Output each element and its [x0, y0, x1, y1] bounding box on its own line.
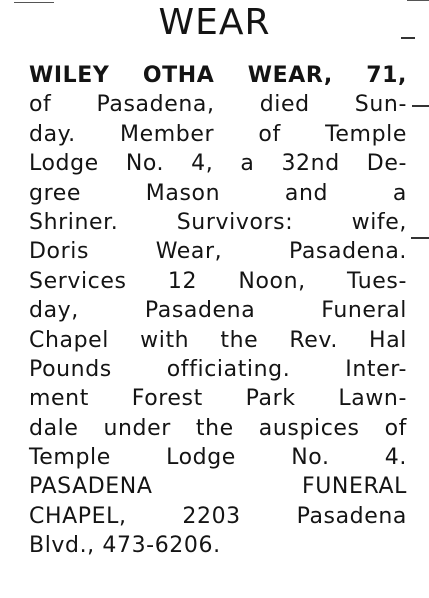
- margin-tick-mark: [401, 37, 415, 39]
- obituary-heading: WEAR: [158, 2, 271, 43]
- obituary-line: gree Mason and a: [29, 180, 407, 206]
- obituary-lead-name: WILEY OTHA WEAR, 71,: [29, 63, 407, 88]
- obituary-body: [29, 61, 407, 561]
- obituary-line: PASADENA FUNERAL: [29, 474, 407, 500]
- obituary-line: CHAPEL, 2203 Pasadena: [29, 503, 407, 529]
- obituary-line: ment Forest Park Lawn-: [29, 386, 407, 412]
- margin-tick-mark: [412, 105, 429, 107]
- obituary-line: Services 12 Noon, Tues-: [29, 268, 407, 294]
- obituary-line: Lodge No. 4, a 32nd De-: [29, 151, 407, 177]
- top-rule-right: [407, 0, 429, 1]
- obituary-line: Doris Wear, Pasadena.: [29, 239, 407, 265]
- obituary-line: of Pasadena, died Sun-: [29, 92, 407, 118]
- margin-tick-mark: [411, 237, 429, 239]
- obituary-line: day. Member of Temple: [29, 121, 407, 147]
- obituary-line: Shriner. Survivors: wife,: [29, 209, 407, 235]
- obituary-line: Temple Lodge No. 4.: [29, 445, 407, 471]
- obituary-line: Chapel with the Rev. Hal: [29, 327, 407, 353]
- obituary-line: dale under the auspices of: [29, 415, 407, 441]
- obituary-line: day, Pasadena Funeral: [29, 298, 407, 324]
- obituary-line: Blvd., 473-6206.: [29, 533, 221, 559]
- obituary-line: Pounds officiating. Inter-: [29, 356, 407, 382]
